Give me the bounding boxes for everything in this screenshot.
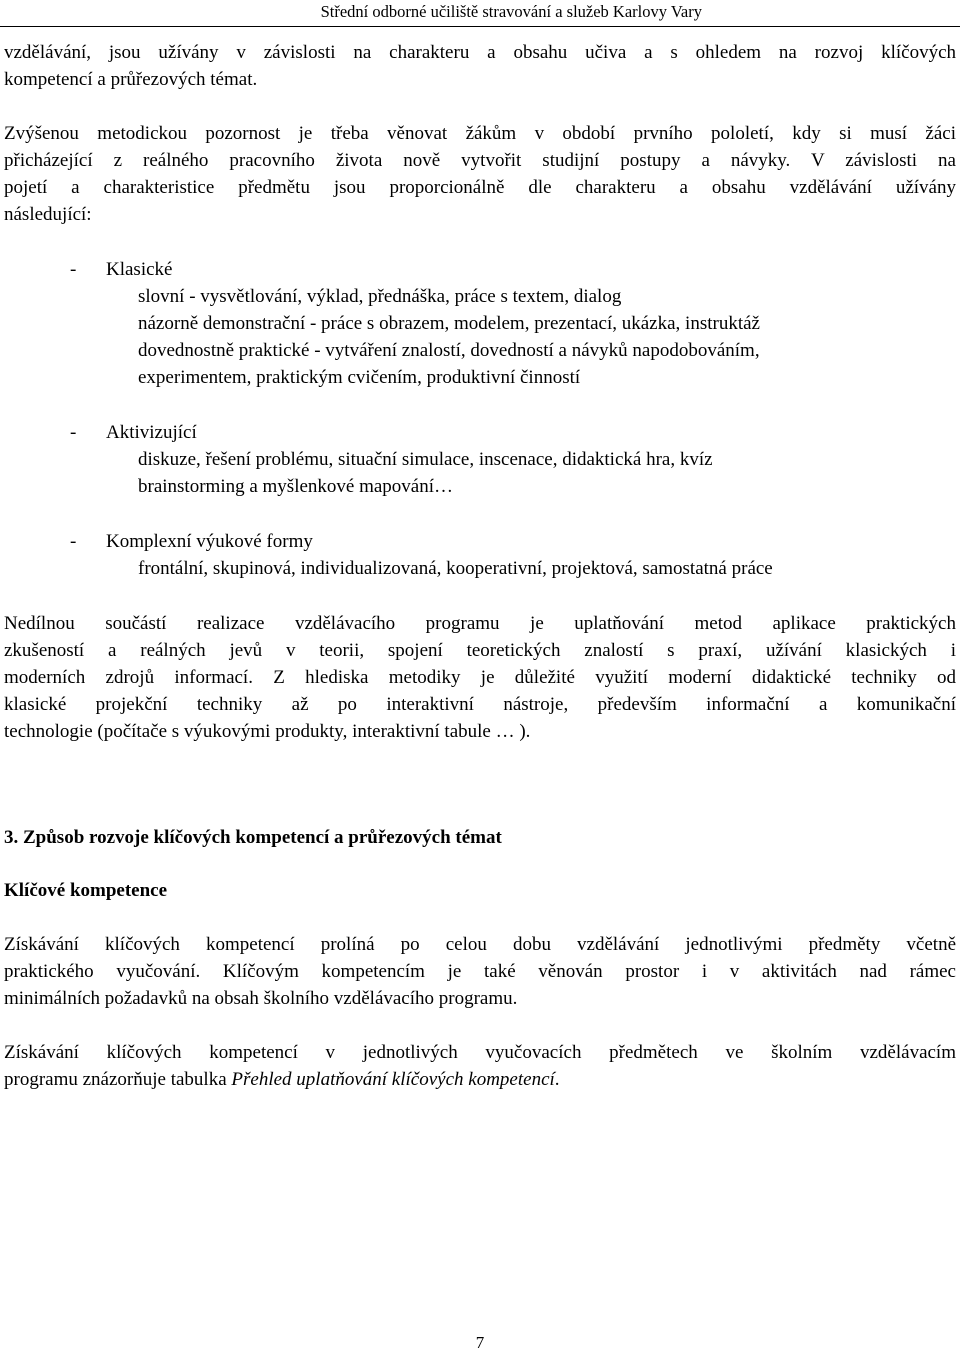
section-heading: 3. Způsob rozvoje klíčových kompetencí a průřezových témat (4, 827, 502, 848)
bullet-line: slovní - vysvětlování, výklad, přednáška, práce s textem, dialog (138, 286, 622, 307)
para3-line4: klasické projekční techniky až po interaktivní nástroje, především informační a komunikační (4, 694, 956, 715)
bullet-klasicke (4, 256, 956, 391)
para3-line5: technologie (počítače s výukovými produkty, interaktivní tabule … ). (4, 721, 531, 742)
bullet-dash: - (70, 422, 77, 443)
bullet-line: názorně demonstrační - práce s obrazem, modelem, prezentací, ukázka, instruktáž (138, 313, 760, 334)
paragraph-2 (4, 120, 956, 228)
bullet-title: Klasické (106, 259, 173, 280)
paragraph-4 (4, 931, 956, 1012)
paragraph-3 (4, 610, 956, 745)
page-body (4, 39, 956, 1093)
para1-line2: kompetencí a průřezových témat. (4, 69, 258, 90)
para3-line1: Nedílnou součástí realizace vzdělávacího programu je uplatňování metod aplikace praktických (4, 613, 956, 634)
header-rule (0, 26, 960, 27)
bullet-dash: - (70, 259, 77, 280)
page-header (0, 0, 960, 27)
bullet-komplexni (4, 528, 956, 582)
para4-line2: praktického vyučování. Klíčovým kompetencím je také věnován prostor i v aktivitách nad rámec (4, 961, 956, 982)
bullet-dash: - (70, 531, 77, 552)
bullet-title: Komplexní výukové formy (106, 531, 313, 552)
para3-line3: moderních zdrojů informací. Z hlediska metodiky je důležité využití moderní didaktické techniky od (4, 667, 956, 688)
para5-suffix: . (554, 1069, 560, 1090)
para2-line4: následující: (4, 204, 92, 225)
bullet-line: diskuze, řešení problému, situační simulace, inscenace, didaktická hra, kvíz (138, 449, 713, 470)
para3-line2: zkušeností a reálných jevů v teorii, spojení teoretických znalostí s praxí, užívání klasických i (4, 640, 956, 661)
para4-line3: minimálních požadavků na obsah školního vzdělávacího programu. (4, 988, 518, 1009)
header-school-name: Střední odborné učiliště stravování a služeb Karlovy Vary (320, 2, 702, 21)
para2-line2: přicházející z reálného pracovního života nově vytvořit studijní postupy a návyky. V závislosti na (4, 150, 956, 171)
subheading-key-competencies: Klíčové kompetence (4, 880, 168, 901)
para5-prefix: programu znázorňuje tabulka (4, 1069, 232, 1090)
bullet-title: Aktivizující (106, 422, 197, 443)
bullet-line: experimentem, praktickým cvičením, produktivní činností (138, 367, 581, 388)
bullet-line: brainstorming a myšlenkové mapování… (138, 476, 454, 497)
table-reference: Přehled uplatňování klíčových kompetencí (231, 1069, 555, 1090)
para5-line2 (4, 1066, 956, 1093)
paragraph-5 (4, 1039, 956, 1093)
para1-line1: vzdělávání, jsou užívány v závislosti na charakteru a obsahu učiva a s ohledem na rozvoj klíčových (4, 42, 956, 63)
bullet-aktivizujici (4, 419, 956, 500)
bullet-line: dovednostně praktické - vytváření znalostí, dovedností a návyků napodobováním, (138, 340, 760, 361)
para4-line1: Získávání klíčových kompetencí prolíná po celou dobu vzdělávání jednotlivými předměty včetně (4, 934, 956, 955)
bullet-line: frontální, skupinová, individualizovaná, kooperativní, projektová, samostatná práce (138, 558, 773, 579)
para5-line1: Získávání klíčových kompetencí v jednotlivých vyučovacích předmětech ve školním vzdělávacím (4, 1042, 956, 1063)
para2-line3: pojetí a charakteristice předmětu jsou proporcionálně dle charakteru a obsahu vzdělávání užívány (4, 177, 956, 198)
page-number: 7 (475, 1333, 485, 1352)
para2-line1: Zvýšenou metodickou pozornost je třeba věnovat žákům v období prvního pololetí, kdy si musí žáci (4, 123, 956, 144)
